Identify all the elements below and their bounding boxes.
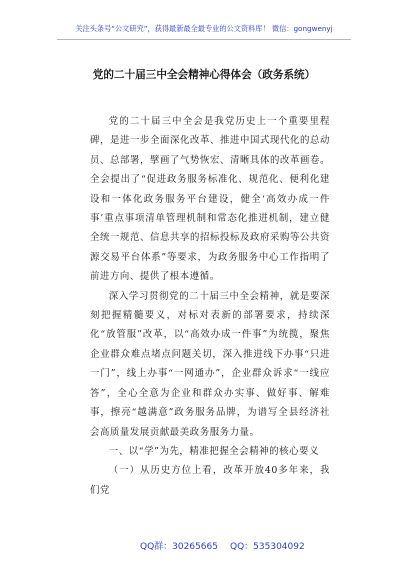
header-divider xyxy=(57,39,351,40)
qq-group-number: QQ群：30265665 xyxy=(140,542,218,552)
qq-number: QQ：535304092 xyxy=(230,542,305,552)
paragraph-2: 深入学习贯彻党的二十届三中全会精神，就是要深刻把握精髓要义，对标对表新的部署要求，持续深化“放管服”改革，以“高效办成一件事”为统揽，聚焦企业群众难点堵点问题关切，深入推进线下办事“只进一门”，线上办事“一网通办”，企业群众诉求“一线应答”，全心全意为企业和群众办实事、做好事、解难事，擦亮“越满意”政务服务品牌，为谱写全县经济社会高质量发展贡献最美政务服务力量。 xyxy=(90,290,330,438)
document-title: 党的二十届三中全会精神心得体会（政务系统） xyxy=(92,69,316,81)
header-banner: 关注头条号“公文研究”，获得最新最全最专业的公文资料库！ 微信：gongwenyj xyxy=(75,24,333,33)
document-body xyxy=(90,112,330,500)
paragraph-3: （一）从历史方位上看，改革开放40多年来，我们党 xyxy=(90,465,330,496)
section-heading: 一、以“学”为先，精准把握全会精神的核心要义 xyxy=(108,445,320,457)
paragraph-1: 党的二十届三中全会是我党历史上一个重要里程碑，是进一步全面深化改革、推进中国式现代化的总动员、总部署，擘画了气势恢宏、清晰具体的改革画卷。全会提出了“促进政务服务标准化、规范化、便利化建设和一体化政务服务平台建设，健全‘高效办成一件事’重点事项清单管理机制和常态化推进机制，建立健全统一规范、信息共享的招标投标及政府采购等公共资源交易平台体系”等要求，为政务服务中心工作指明了前进方向、提供了根本遵循。 xyxy=(90,116,330,283)
